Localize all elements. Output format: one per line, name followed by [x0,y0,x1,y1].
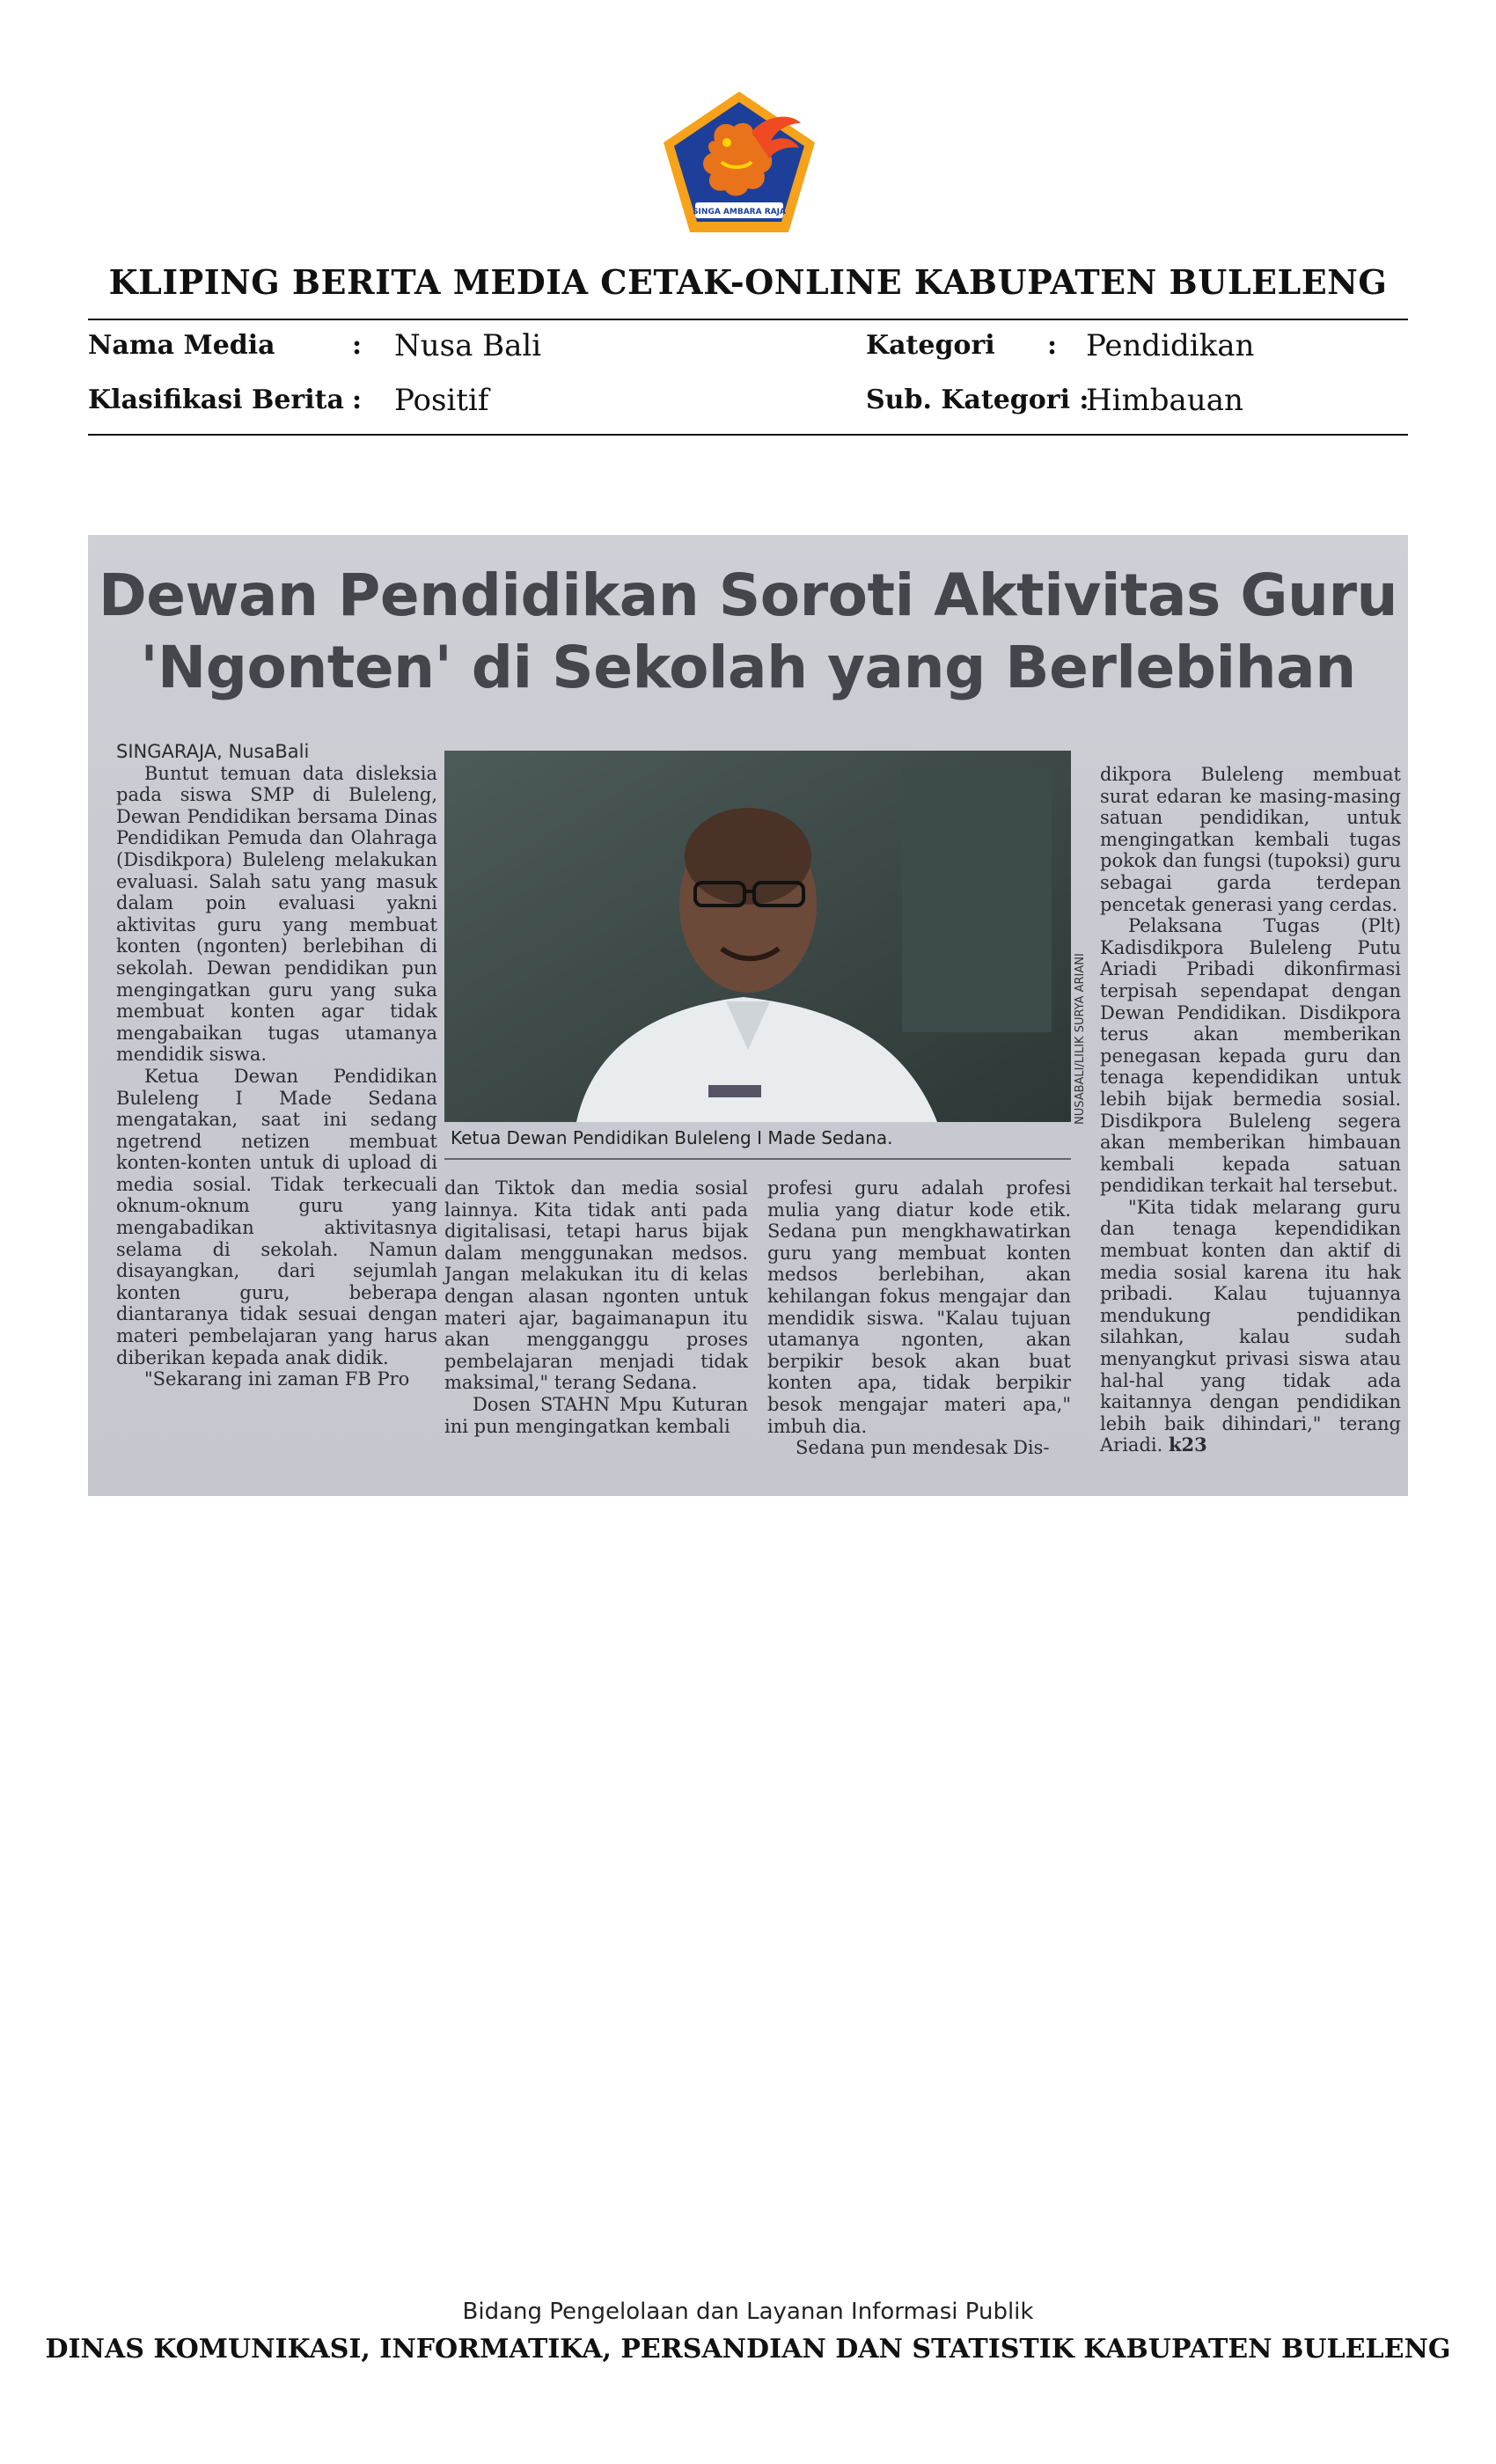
singa-ambara-raja-emblem-icon [660,88,818,236]
article-headline-line2: 'Ngonten' di Sekolah yang Berlebihan [140,634,1356,701]
article-paragraph: Ketua Dewan Pendidikan Buleleng I Made Sedana mengatakan, saat ini sedang ngetrend netizen membuat konten-konten untuk di upload di media sosial. Tidak terkecuali oknum-oknum guru yang mengabadikan aktivitasnya selama di sekolah. Namun disayangkan, dari sejumlah konten guru, beberapa diantaranya tidak sesuai dengan materi pembelajaran yang harus diberikan kepada anak didik. [116,1065,437,1368]
article-column-2 [444,1177,748,1437]
article-paragraph: Sedana pun mendesak Dis- [796,1437,1050,1459]
article-dateline: SINGARAJA, NusaBali [116,741,310,762]
page-title: KLIPING BERITA MEDIA CETAK-ONLINE KABUPATEN BULELENG [108,262,1388,302]
kategori-label: Kategori [866,330,995,361]
nama-media-colon: : [352,330,363,361]
article-column-1 [116,741,437,1390]
article-headline-line1: Dewan Pendidikan Soroti Aktivitas Guru [98,561,1398,629]
footer-agency: DINAS KOMUNIKASI, INFORMATIKA, PERSANDIAN DAN STATISTIK KABUPATEN BULELENG [45,2334,1451,2365]
klasifikasi-colon: : [352,385,363,415]
kategori-colon: : [1047,330,1058,361]
caption-divider [444,1158,1071,1160]
svg-text:SINGA AMBARA RAJA: SINGA AMBARA RAJA [693,208,786,216]
article-column-3 [767,1177,1071,1459]
article-closing-text: "Kita tidak melarang guru dan tenaga kependidikan membuat konten dan aktif di media sosial karena itu hak pribadi. Kalau tujuannya mendukung pendidikan silahkan, kalau sudah menyangkut privasi siswa atau hal-hal yang tidak ada kaitannya dengan pendidikan lebih baik dihindari," terang Ariadi. [1100,1196,1401,1456]
article-paragraph: Dosen STAHN Mpu Kuturan ini pun mengingatkan kembali [444,1393,748,1437]
photo-caption: Ketua Dewan Pendidikan Buleleng I Made Sedana. [451,1127,893,1148]
author-code: k23 [1168,1434,1207,1456]
article-column-4 [1100,764,1401,1456]
article-paragraph: "Sekarang ini zaman FB Pro [144,1368,410,1390]
footer-department: Bidang Pengelolaan dan Layanan Informasi Publik [462,2299,1034,2325]
sub-kategori-value: Himbauan [1086,383,1243,418]
nama-media-value: Nusa Bali [394,328,542,363]
photo-credit: NUSABALI/LILIK SURYA ARIANI [1074,953,1087,1125]
kategori-value: Pendidikan [1086,328,1255,363]
article-paragraph: Buntut temuan data disleksia pada siswa SMP di Buleleng, Dewan Pendidikan bersama Dinas Pendidikan Pemuda dan Olahraga (Disdikpora) Buleleng melakukan evaluasi. Salah satu yang masuk dalam poin evaluasi yakni aktivitas guru yang membuat konten (ngonten) berlebihan di sekolah. Dewan pendidikan pun mengingatkan guru yang suka membuat konten agar tidak mengabaikan tugas utamanya mendidik siswa. [116,762,437,1066]
article-paragraph: dan Tiktok dan media sosial lainnya. Kita tidak anti pada digitalisasi, tetapi harus bijak dalam menggunakan medsos. Jangan melakukan itu di kelas dengan alasan ngonten untuk materi ajar, bagaimanapun itu akan mengganggu proses pembelajaran menjadi tidak maksimal," terang Sedana. [444,1177,748,1394]
article-paragraph: Pelaksana Tugas (Plt) Kadisdikpora Buleleng Putu Ariadi Pribadi dikonfirmasi terpisah sependapat dengan Dewan Pendidikan. Disdikpora terus akan memberikan penegasan kepada guru dan tenaga kependidikan untuk lebih bijak bermedia sosial. Disdikpora Buleleng segera akan memberikan himbauan kembali kepada satuan pendidikan terkait hal tersebut. [1100,915,1401,1197]
nama-media-label: Nama Media [88,330,275,361]
meta-divider [88,434,1408,436]
article-paragraph: profesi guru adalah profesi mulia yang diatur kode etik. Sedana pun mengkhawatirkan guru yang membuat konten medsos berlebihan, akan kehilangan fokus mengajar dan mendidik siswa. "Kalau tujuan utamanya ngonten, akan berpikir besok akan buat konten apa, tidak berpikir besok mengajar materi apa," imbuh dia. [767,1177,1071,1437]
newspaper-clipping [88,535,1408,1496]
article-paragraph: dikpora Buleleng membuat surat edaran ke masing-masing satuan pendidikan, untuk mengingatkan kembali tugas pokok dan fungsi (tupoksi) guru sebagai garda terdepan pencetak generasi yang cerdas. [1100,764,1401,915]
sub-kategori-label: Sub. Kategori : [866,385,1089,415]
header-divider [88,319,1408,320]
article-photo [444,751,1071,1122]
klasifikasi-label: Klasifikasi Berita [88,385,344,415]
article-paragraph [1100,1197,1401,1456]
klasifikasi-value: Positif [394,383,489,418]
